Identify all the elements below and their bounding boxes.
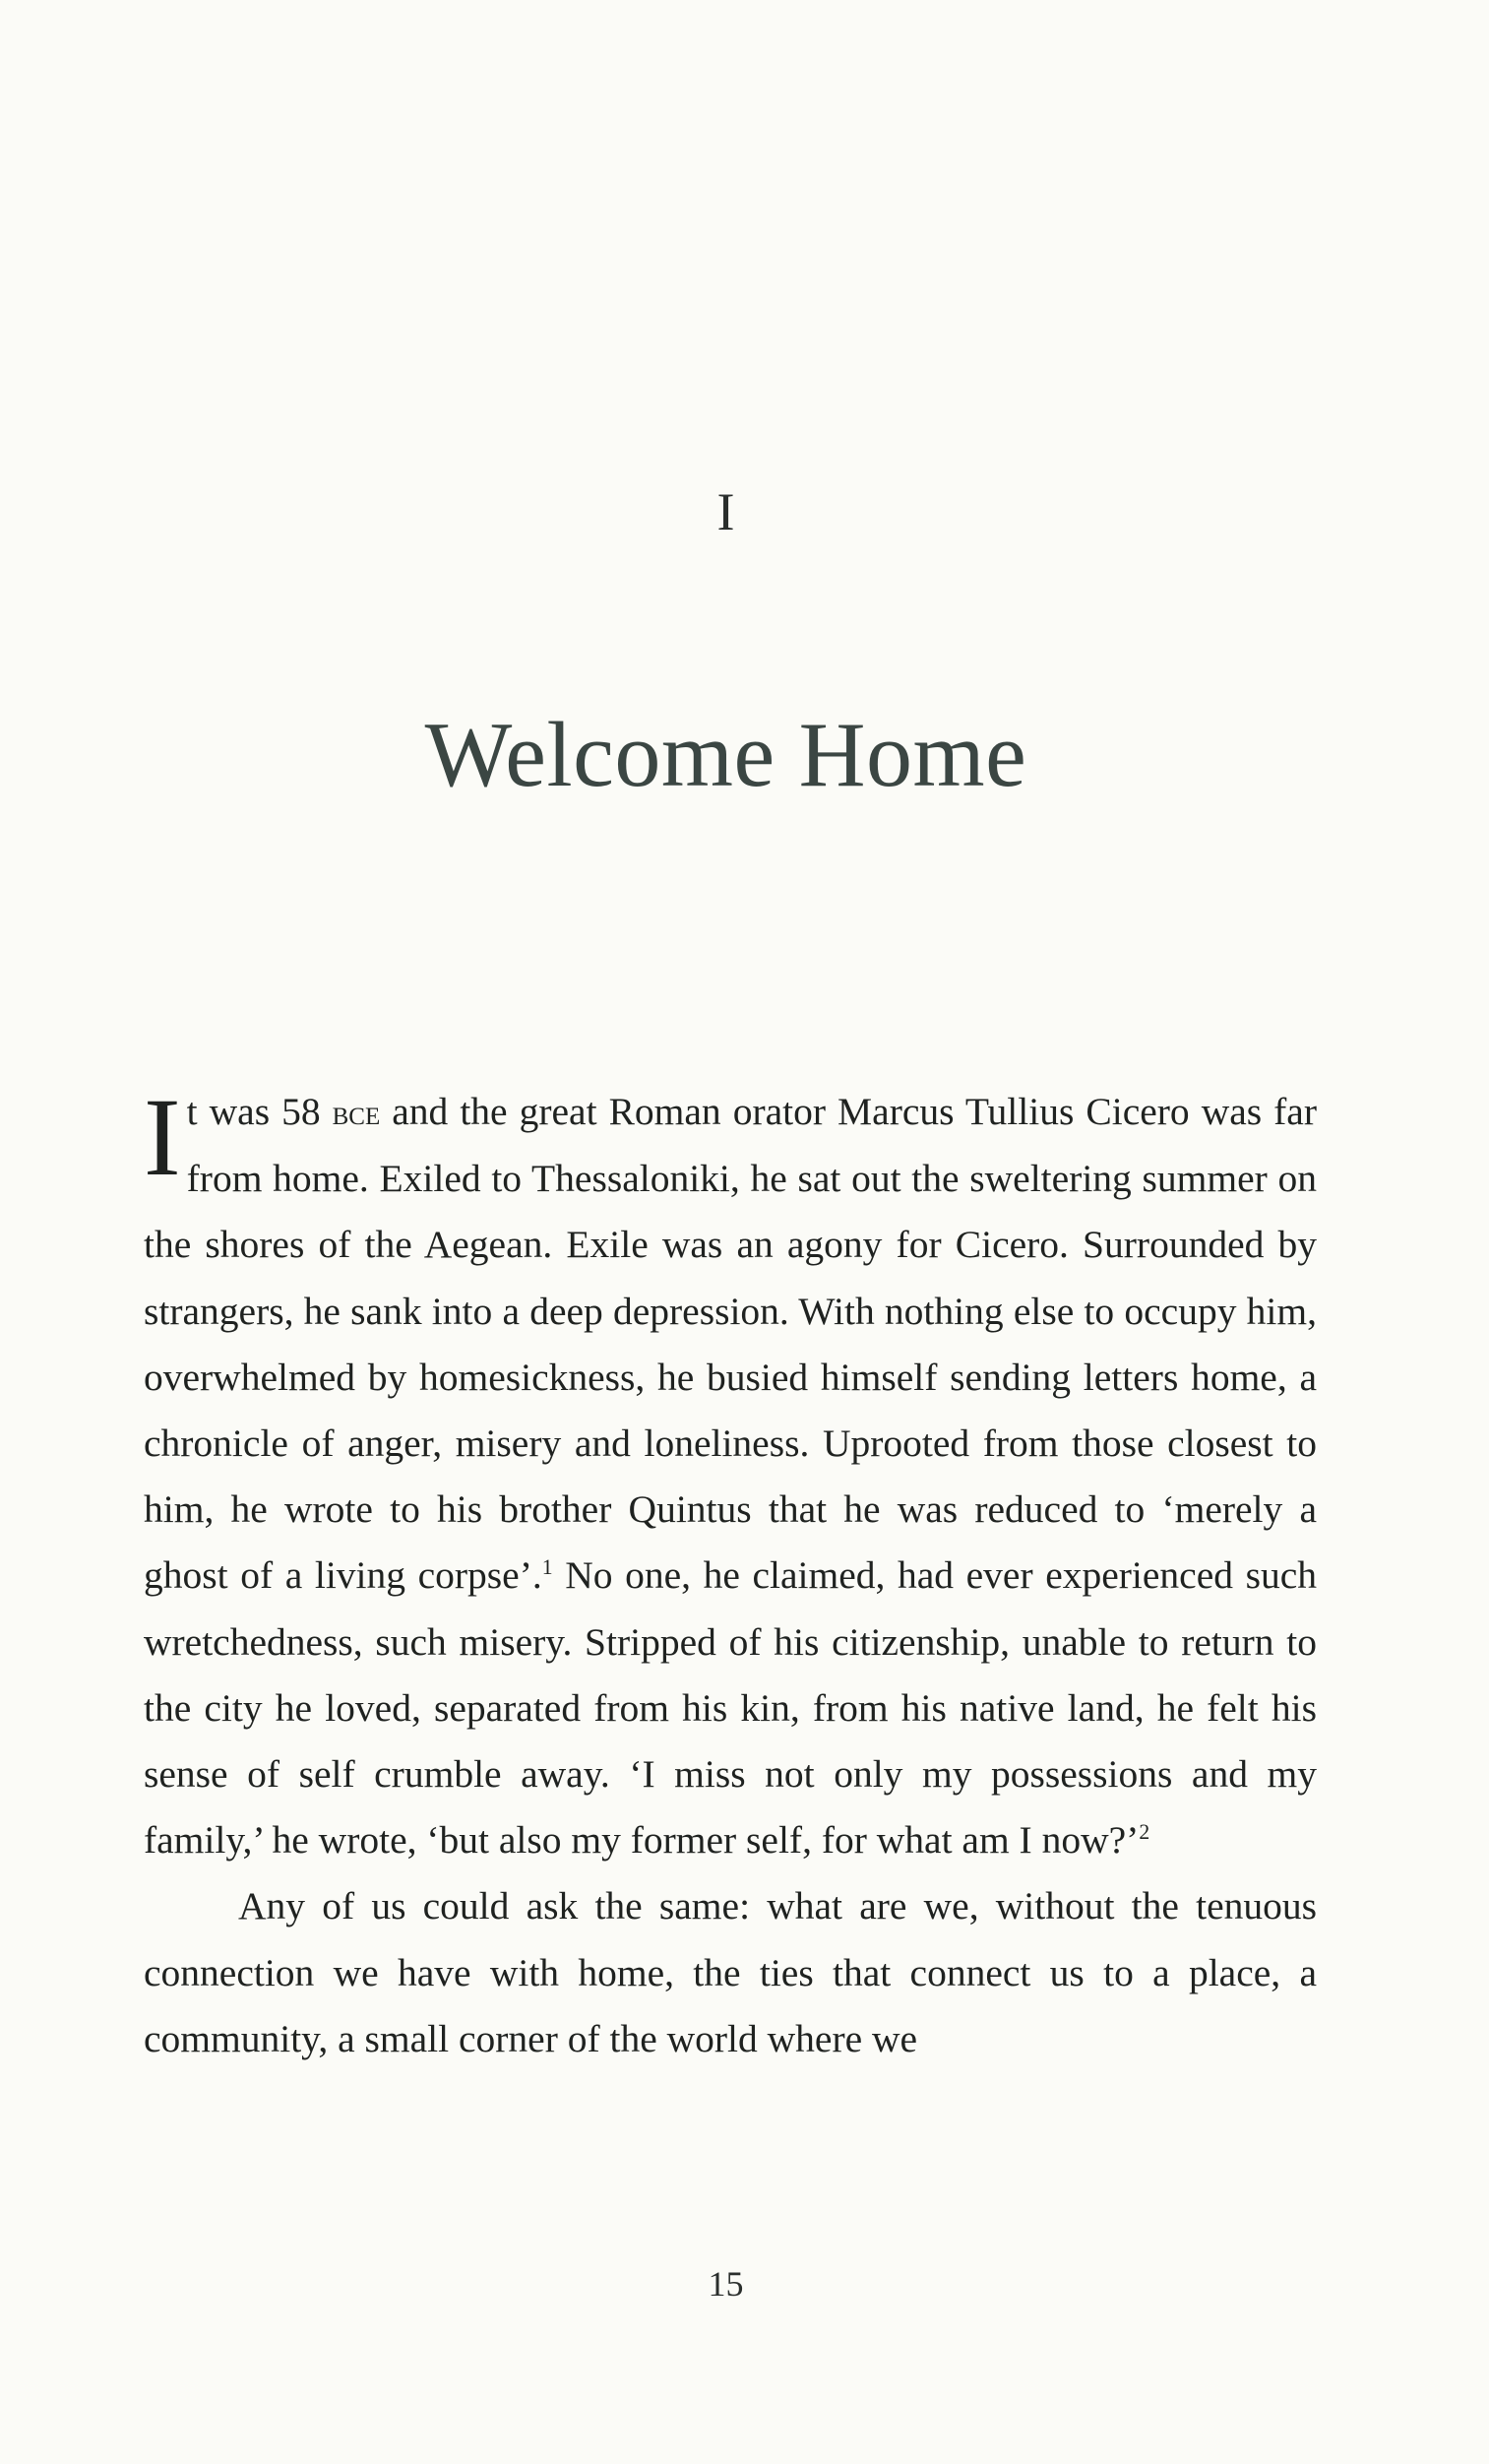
era-abbreviation: bce <box>332 1093 381 1132</box>
paragraph-2: Any of us could ask the same: what are we, without the tenuous connection we have with home, the ties that connect us to a place, a community, a small corner of the world where we <box>144 1884 1317 2060</box>
footnote-marker-1: 1 <box>541 1555 553 1580</box>
paragraph-1-text-b: No one, he claimed, had ever experienced such wretchedness, such misery. Stripped of his citizenship, unable to return to the city he loved, separated from his kin, from his native land, he felt his sense of self crumble away. ‘I miss not only my possessions and my family,’ he wrote, ‘but also my former self, for what am I now?’ <box>144 1553 1317 1863</box>
chapter-title: Welcome Home <box>424 704 1027 806</box>
chapter-number: I <box>716 482 735 541</box>
footnote-marker-2: 2 <box>1139 1820 1150 1845</box>
body-text <box>144 1076 1317 2072</box>
paragraph-1-text-a: and the great Roman orator Marcus Tullius Cicero was far from home. Exiled to Thessaloniki, he sat out the sweltering summer on the shores of the Aegean. Exile was an agony for Cicero. Surrounded by strangers, he sank into a deep depression. With nothing else to occupy him, overwhelmed by homesickness, he busied himself sending letters home, a chronicle of anger, misery and loneliness. Uprooted from those closest to him, he wrote to his brother Quintus that he was reduced to ‘merely a ghost of a living corpse’. <box>144 1090 1317 1598</box>
paragraph-1 <box>144 1076 1317 1873</box>
drop-cap: I <box>144 1076 181 1199</box>
page-number: 15 <box>708 2264 744 2304</box>
paragraph-1-lead: t was 58 <box>186 1090 333 1133</box>
